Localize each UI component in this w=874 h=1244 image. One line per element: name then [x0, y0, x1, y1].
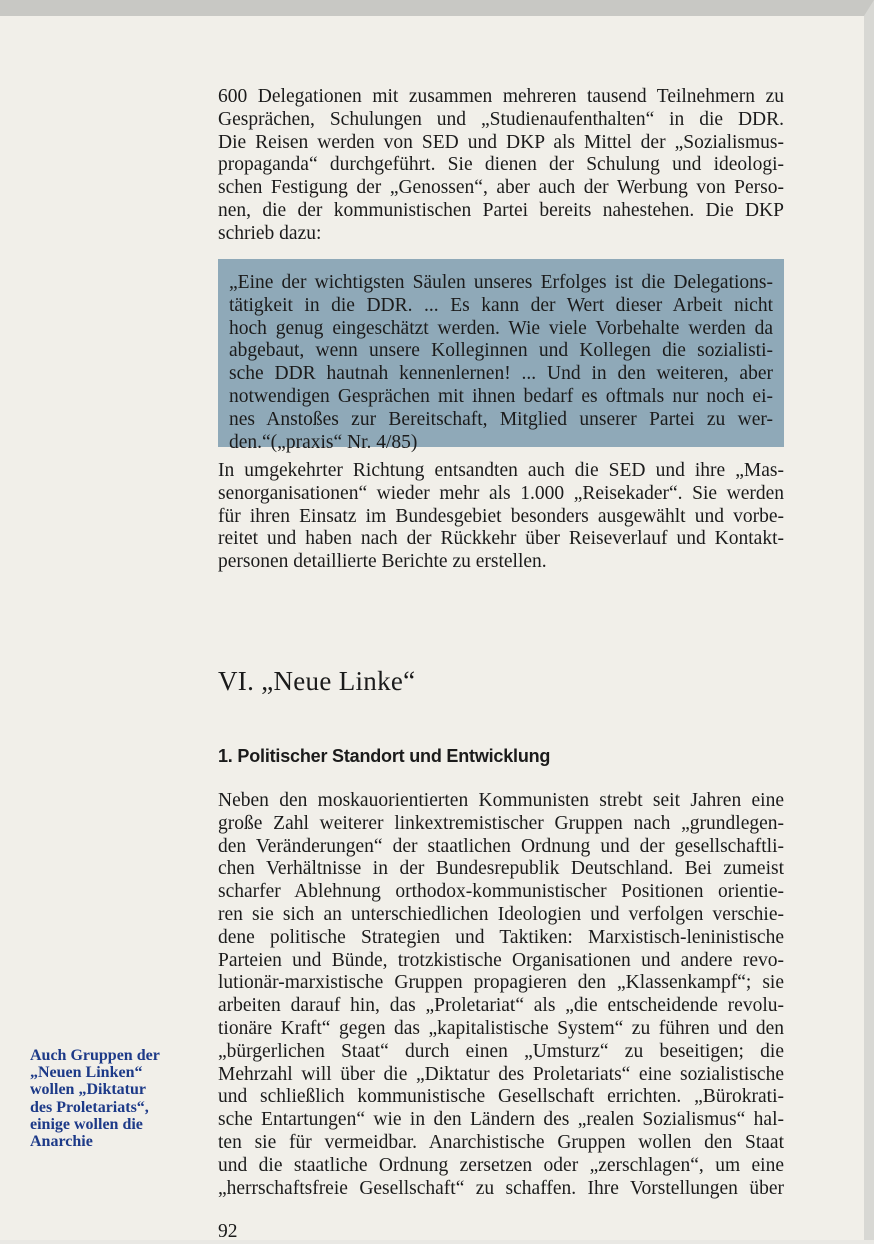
text-line: große Zahl weiterer linkextremistischer Gruppen nach „grundlegen-	[218, 812, 784, 834]
text-line: und schließlich kommunistische Gesellschaft errichten. „Bürokrati-	[218, 1086, 784, 1108]
quote-line: den.“(„praxis“ Nr. 4/85)	[229, 431, 418, 453]
quote-line: notwendigen Gesprächen mit ihnen bedarf es oftmals nur noch ei-	[229, 385, 773, 407]
text-line: ten sie für vermeidbar. Anarchistische Gruppen wollen den Staat	[218, 1131, 784, 1153]
text-line: sche Entartungen“ wie in den Ländern des „realen Sozialismus“ hal-	[218, 1109, 784, 1131]
page-number: 92	[218, 1221, 238, 1242]
margin-note-line: Auch Gruppen der	[30, 1047, 160, 1064]
main-paragraph	[218, 790, 784, 1200]
quote-line: „Eine der wichtigsten Säulen unseres Erfolges ist die Delegations-	[229, 272, 773, 293]
text-line: „bürgerlichen Staat“ durch einen „Umsturz“ zu beseitigen; die	[218, 1040, 784, 1062]
text-line: Neben den moskauorientierten Kommunisten strebt seit Jahren eine	[218, 790, 784, 811]
text-line: für ihren Einsatz im Bundesgebiet besonders ausgewählt und vorbe-	[218, 505, 784, 527]
text-line: schrieb dazu:	[218, 222, 322, 244]
intro-paragraph	[218, 86, 784, 246]
text-line: Die Reisen werden von SED und DKP als Mittel der „Sozialismus-	[218, 131, 784, 153]
text-line: den Veränderungen“ der staatlichen Ordnung und der gesellschaftli-	[218, 835, 784, 857]
text-line: senorganisationen“ wieder mehr als 1.000 „Reisekader“. Sie werden	[218, 482, 784, 504]
quote-line: tätigkeit in die DDR. ... Es kann der Wert dieser Arbeit nicht	[229, 294, 773, 316]
text-line: nen, die der kommunistischen Partei bereits nahestehen. Die DKP	[218, 199, 784, 221]
quote-line: hoch genug eingeschätzt werden. Wie viele Vorbehalte werden da	[229, 317, 773, 339]
highlighted-quote	[218, 259, 784, 453]
margin-note-line: „Neuen Linken“	[30, 1064, 143, 1082]
text-line: schen Festigung der „Genossen“, aber auch der Werbung von Perso-	[218, 177, 784, 199]
text-line: ren sie sich an unterschiedlichen Ideologien und verfolgen verschie-	[218, 903, 784, 925]
text-line: lutionär-marxistische Gruppen propagieren den „Klassenkampf“; sie	[218, 972, 784, 994]
margin-note-line: des Proletariats“,	[30, 1098, 149, 1116]
text-line: chen Verhältnisse in der Bundesrepublik Deutschland. Bei zumeist	[218, 858, 784, 880]
quote-line: nes Anstoßes zur Bereitschaft, Mitglied unserer Partei zu wer-	[229, 408, 773, 430]
text-line: In umgekehrter Richtung entsandten auch die SED und ihre „Mas-	[218, 460, 784, 481]
text-line: Gesprächen, Schulungen und „Studienaufenthalten“ in die DDR.	[218, 108, 784, 130]
subsection-heading: 1. Politischer Standort und Entwicklung	[218, 746, 551, 766]
text-line: Parteien und Bünde, trotzkistische Organisationen und andere revo-	[218, 949, 784, 971]
text-line: propaganda“ durchgeführt. Sie dienen der Schulung und ideologi-	[218, 154, 784, 176]
text-line: tionäre Kraft“ gegen das „kapitalistische System“ zu führen und den	[218, 1017, 784, 1039]
text-line: und die staatliche Ordnung zersetzen oder „zerschlagen“, um eine	[218, 1154, 784, 1176]
text-line: 600 Delegationen mit zusammen mehreren tausend Teilnehmern zu	[218, 86, 784, 107]
quote-line: abgebaut, wenn unsere Kolleginnen und Kollegen die sozialisti-	[229, 340, 773, 362]
section-heading: VI. „Neue Linke“	[218, 666, 416, 696]
delegations-paragraph	[218, 460, 784, 574]
text-line: personen detaillierte Berichte zu erstellen.	[218, 551, 547, 573]
text-line: reitet und haben nach der Rückkehr über Reiseverlauf und Kontakt-	[218, 528, 784, 550]
margin-note	[30, 1047, 190, 1150]
margin-note-line: wollen „Diktatur	[30, 1081, 146, 1099]
text-line: scharfer Ablehnung orthodox-kommunistischer Positionen orientie-	[218, 881, 784, 903]
text-line: „herrschaftsfreie Gesellschaft“ zu schaffen. Ihre Vorstellungen über	[218, 1177, 784, 1199]
quote-line: sche DDR hautnah kennenlernen! ... Und in den weiteren, aber	[229, 363, 773, 385]
text-line: Mehrzahl will über die „Diktatur des Proletariats“ eine sozialistische	[218, 1063, 784, 1085]
margin-note-line: einige wollen die	[30, 1115, 143, 1133]
margin-note-line: Anarchie	[30, 1133, 93, 1151]
text-line: arbeiten darauf hin, das „Proletariat“ als „die entscheidende revolu-	[218, 995, 784, 1017]
text-line: dene politische Strategien und Taktiken: Marxistisch-leninistische	[218, 926, 784, 948]
